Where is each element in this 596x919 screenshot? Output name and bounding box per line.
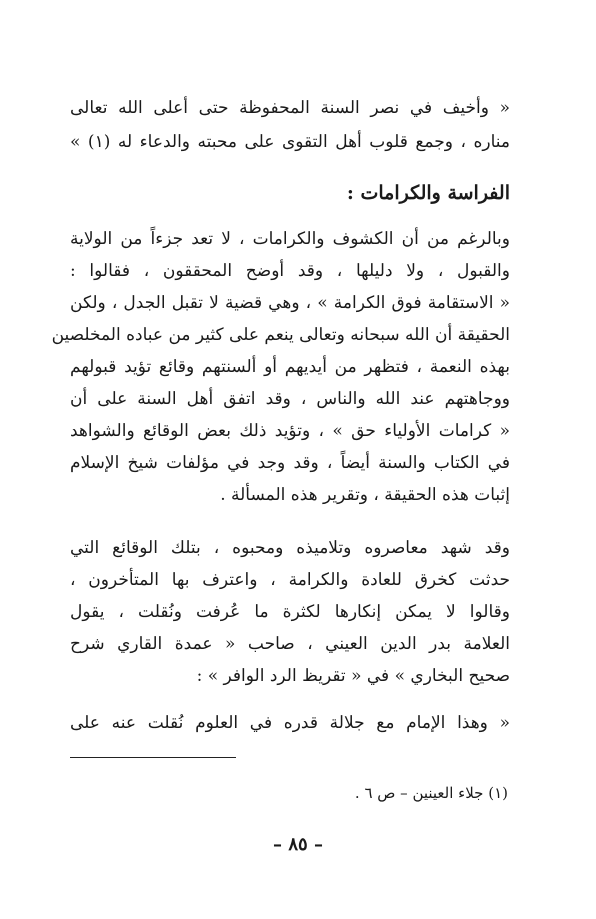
paragraph-1-line-1: وبالرغم من أن الكشوف والكرامات ، لا تعد جزءاً من الولاية [70, 229, 510, 249]
paragraph-2-line-4: العلامة بدر الدين العيني ، صاحب « عمدة القاري شرح [70, 634, 510, 654]
page-number: – ٨٥ – [273, 834, 323, 855]
section-heading: الفراسة والكرامات : [346, 182, 510, 204]
paragraph-1-line-3: « الاستقامة فوق الكرامة » ، وهي قضية لا تقبل الجدل ، ولكن [70, 293, 510, 313]
paragraph-2-line-1: وقد شهد معاصروه وتلاميذه ومحبوه ، بتلك الوقائع التي [70, 538, 510, 558]
paragraph-1-line-5: بهذه النعمة ، فتظهر من أيديهم أو ألسنتهم وقائع تؤيد قبولهم [70, 357, 510, 377]
quote-line-1: « وأخيف في نصر السنة المحفوظة حتى أعلى الله تعالى [70, 98, 510, 118]
paragraph-2-line-2: حدثت كخرق للعادة والكرامة ، واعترف بها المتأخرون ، [70, 570, 510, 590]
paragraph-1-line-8: في الكتاب والسنة أيضاً ، وقد وجد في مؤلفات شيخ الإسلام [70, 453, 510, 473]
paragraph-2-line-5: صحيح البخاري » في « تقريظ الرد الوافر » : [196, 666, 510, 686]
paragraph-1-line-7: « كرامات الأولياء حق » ، وتؤيد ذلك بعض الوقائع والشواهد [70, 421, 510, 441]
paragraph-1-line-6: ووجاهتهم عند الله والناس ، وقد اتفق أهل السنة على أن [70, 389, 510, 409]
paragraph-3-line-1: « وهذا الإمام مع جلالة قدره في العلوم نُقلت عنه على [70, 713, 510, 733]
paragraph-1-line-2: والقبول ، ولا دليلها ، وقد أوضح المحققون ، فقالوا : [70, 261, 510, 281]
quote-line-2: مناره ، وجمع قلوب أهل التقوى على محبته والدعاء له (١) » [70, 132, 511, 152]
paragraph-2-line-3: وقالوا لا يمكن إنكارها لكثرة ما عُرفت ونُقلت ، يقول [70, 602, 510, 622]
footnote-separator [70, 757, 236, 758]
footnote: (١) جلاء العينين – ص ٦ . [354, 784, 508, 802]
paragraph-1-line-9: إثبات هذه الحقيقة ، وتقرير هذه المسألة . [220, 485, 510, 505]
paragraph-1-line-4: الحقيقة أن الله سبحانه وتعالى ينعم على كثير من عباده المخلصين [51, 325, 510, 345]
